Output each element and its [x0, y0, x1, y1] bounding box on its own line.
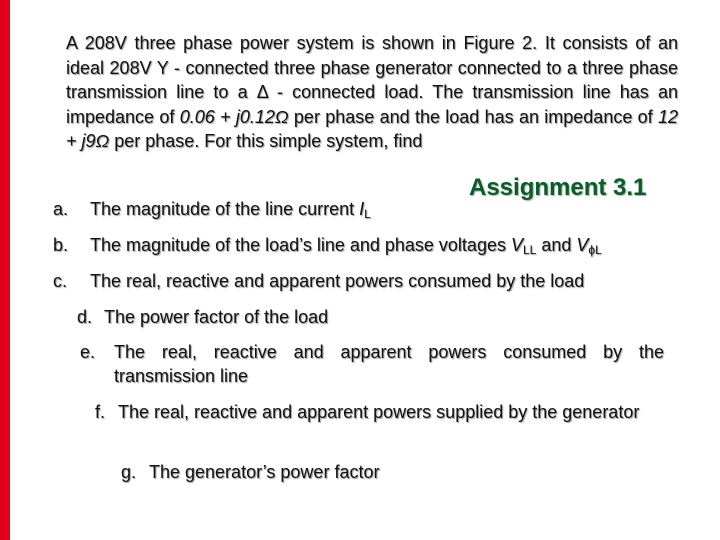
question-a-label: a. — [53, 199, 69, 219]
line-current-subscript: L — [364, 207, 371, 221]
intro-part2: - connected load. The transmission line has an impedance of — [66, 82, 678, 127]
load-impedance: 12 + j9Ω — [66, 106, 678, 151]
question-f-text: The real, reactive and apparent powers supplied by the generator — [118, 402, 640, 422]
question-a — [53, 197, 453, 226]
line-current-symbol: I — [359, 199, 365, 219]
delta-symbol: Δ — [256, 82, 268, 102]
question-c — [53, 269, 673, 293]
question-f-label: f. — [95, 402, 106, 422]
question-d-label: d. — [77, 307, 93, 327]
intro-part1: A 208V three phase power system is shown in Figure 2. It consists of an ideal 208V Y - connected three phase generator connected to a three phase transmission line to a — [66, 33, 678, 102]
question-d — [77, 305, 397, 329]
question-f — [95, 400, 665, 424]
question-g-text: The generator’s power factor — [149, 462, 380, 482]
question-c-text: The real, reactive and apparent powers consumed by the load — [90, 271, 585, 291]
question-b-text: The magnitude of the load’s line and phase voltages — [90, 235, 511, 255]
assignment-title: Assignment 3.1 — [469, 174, 647, 201]
problem-statement — [66, 31, 678, 154]
question-e-label: e. — [80, 342, 96, 362]
line-impedance: 0.06 + j0.12Ω — [179, 106, 289, 127]
question-b-label: b. — [53, 235, 69, 255]
phase-voltage-symbol: V — [576, 235, 589, 255]
intro-part3: per phase and the load has an impedance of — [288, 106, 658, 127]
question-e-text: The real, reactive and apparent powers consumed by the transmission line — [114, 342, 664, 386]
question-g-label: g. — [121, 462, 137, 482]
question-g — [121, 460, 441, 484]
phase-voltage-subscript: ϕL — [588, 243, 602, 257]
line-voltage-subscript: LL — [522, 243, 537, 257]
question-d-text: The power factor of the load — [104, 307, 329, 327]
left-accent-bar — [0, 0, 10, 540]
question-b — [53, 233, 673, 262]
question-a-text: The magnitude of the line current — [90, 199, 360, 219]
line-voltage-symbol: V — [510, 235, 523, 255]
question-c-label: c. — [53, 271, 68, 291]
question-e — [80, 340, 664, 388]
intro-part4: per phase. For this simple system, find — [109, 131, 423, 151]
question-b-and: and — [536, 235, 577, 255]
